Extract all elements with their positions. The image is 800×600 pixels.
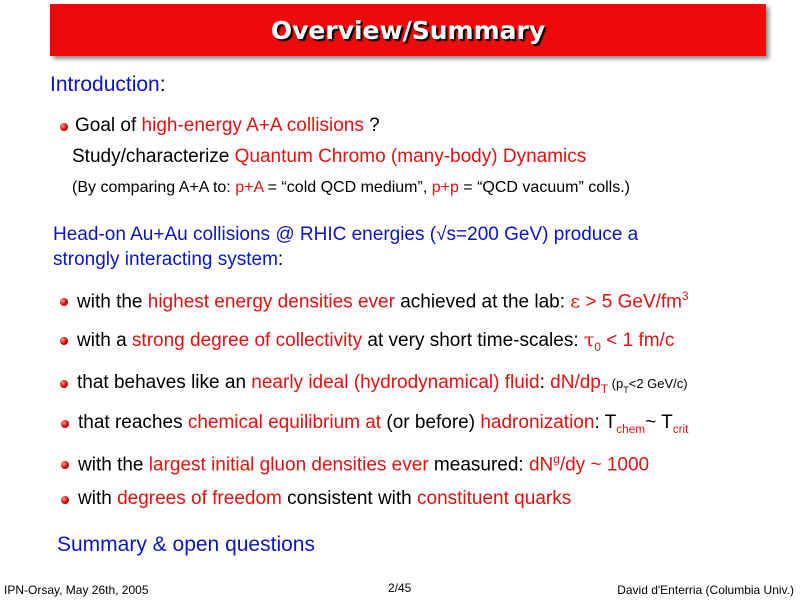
- bullet-icon: [61, 461, 69, 469]
- b6-d: constituent quarks: [417, 488, 572, 509]
- headon-text-b: s=200 GeV) produce a: [446, 224, 639, 245]
- b2-a: with a: [77, 330, 132, 351]
- bullet-gluon-density: [78, 453, 649, 476]
- epsilon-symbol: ε: [570, 290, 581, 313]
- intro-heading: [50, 73, 166, 97]
- study-line: [72, 146, 586, 168]
- b6-c: consistent with: [281, 488, 418, 509]
- headon-system: strongly interacting system: [53, 249, 278, 270]
- study-text: Study/characterize: [72, 146, 235, 167]
- bullet-degrees-of-freedom: [78, 488, 571, 510]
- comparing-line: [72, 179, 630, 197]
- summary-heading: Summary & open questions: [57, 533, 315, 556]
- intro-colon: :: [159, 73, 166, 96]
- b3-esub: T: [623, 384, 629, 395]
- bullet-icon: [60, 298, 68, 306]
- b4-highlight: chemical equilibrium at: [187, 412, 382, 433]
- footer-venue-date: IPN-Orsay, May 26th, 2005: [4, 583, 149, 597]
- comparing-pp: p+p: [431, 179, 459, 196]
- b1-sup: 3: [682, 290, 689, 303]
- b3-dsub: T: [600, 382, 609, 396]
- title-bar: [50, 4, 766, 56]
- b5-c: measured:: [428, 454, 529, 476]
- b4-c: (or before): [381, 412, 481, 433]
- b3-a: that behaves like an: [77, 372, 252, 393]
- b2-highlight: strong degree of collectivity: [131, 330, 363, 351]
- bullet-icon: [61, 496, 69, 504]
- headon-line2: [53, 249, 283, 271]
- study-highlight: Quantum Chromo (many-body) Dynamics: [234, 146, 587, 167]
- tau-symbol: τ: [583, 329, 595, 351]
- goal-question: ?: [363, 115, 380, 136]
- b3-e: (p: [608, 376, 624, 391]
- goal-highlight: high-energy A+A collisions: [141, 115, 364, 136]
- comparing-text-e: = “QCD vacuum” colls.): [458, 179, 630, 196]
- comparing-text-c: = “cold QCD medium”,: [263, 179, 432, 196]
- headon-text-a: Head-on Au+Au collisions @ RHIC energies (: [53, 224, 437, 245]
- goal-text: Goal of: [75, 115, 142, 136]
- bullet-chemical-equilibrium: [78, 412, 688, 436]
- bullet-icon: [60, 123, 68, 131]
- slide-title: Overview/Summary: [270, 15, 546, 45]
- b3-f: <2 GeV/c): [628, 376, 688, 391]
- sqrt-symbol: √: [436, 224, 447, 245]
- footer-page-number: 2/45: [388, 581, 412, 595]
- headon-colon: :: [277, 249, 284, 270]
- b4-esub: chem: [616, 422, 646, 436]
- b1-a: with the: [77, 291, 148, 313]
- comparing-text-a: (By comparing A+A to:: [72, 179, 236, 196]
- b2-c: at very short time-scales:: [362, 330, 584, 351]
- bullet-icon: [61, 420, 69, 428]
- b6-a: with: [78, 488, 118, 509]
- b5-d: dN: [528, 454, 554, 476]
- bullet-energy-density: [77, 290, 689, 313]
- b3-highlight: nearly ideal (hydrodynamical) fluid: [251, 372, 540, 393]
- b4-fsub: crit: [672, 422, 689, 436]
- b4-hadronization: hadronization: [480, 412, 595, 433]
- intro-label: Introduction: [50, 73, 160, 96]
- b5-e: /dy ~ 1000: [559, 454, 650, 476]
- bullet-fluid: [77, 372, 688, 396]
- b3-d: dN/dp: [550, 372, 601, 393]
- bullet-icon: [60, 337, 68, 345]
- comparing-pa: p+A: [235, 179, 264, 196]
- b1-highlight: highest energy densities ever: [147, 291, 395, 313]
- b5-dsup: g: [553, 453, 560, 466]
- b2-d: < 1 fm/c: [600, 330, 675, 351]
- b5-highlight: largest initial gluon densities ever: [148, 454, 429, 476]
- b4-e: : T: [594, 412, 617, 433]
- b4-a: that reaches: [78, 412, 188, 433]
- b1-d: > 5 GeV/fm: [580, 291, 683, 313]
- b6-highlight: degrees of freedom: [117, 488, 282, 509]
- goal-line: [75, 115, 380, 137]
- headon-line1: [53, 224, 638, 246]
- b3-c: :: [539, 372, 551, 393]
- b2-sub: 0: [594, 340, 601, 354]
- bullet-icon: [60, 380, 68, 388]
- bullet-collectivity: [77, 329, 674, 354]
- b5-a: with the: [78, 454, 149, 476]
- footer-author: David d'Enterria (Columbia Univ.): [617, 583, 794, 597]
- b4-f: ~ T: [645, 412, 673, 433]
- b1-c: achieved at the lab:: [394, 291, 571, 313]
